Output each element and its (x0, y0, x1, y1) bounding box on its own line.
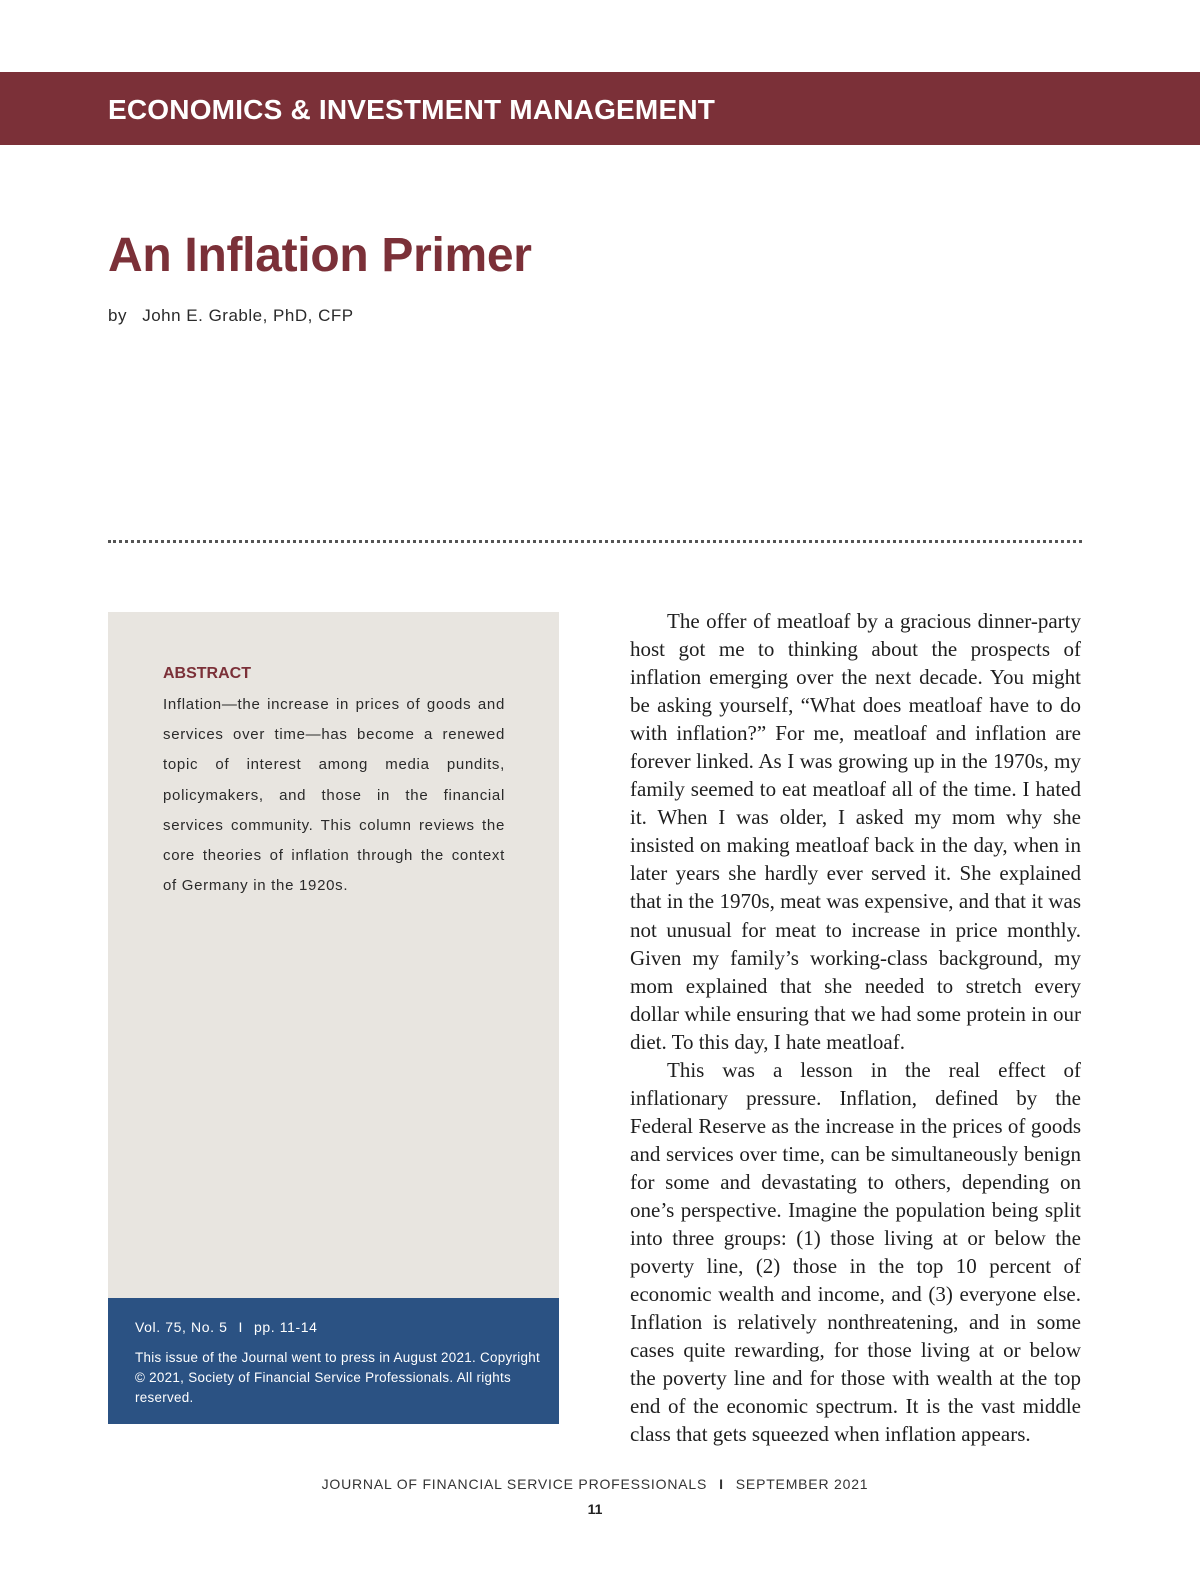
volume-label: Vol. 75, No. 5 (135, 1319, 228, 1335)
body-paragraph-2: This was a lesson in the real effect of inflationary pressure. Inflation, defined by the Federal Reserve as the increase in the prices of goods and services over time, can be simultaneously benign for some and devastating to others, depending on one’s perspective. Imagine the population being split into three groups: (1) those living at or below the poverty line, (2) those in the top 10 percent of economic wealth and income, and (3) everyone else. Inflation is relatively nonthreatening, and in some cases quite rewarding, for those living at or below the poverty line and for those with wealth at the top end of the economic spectrum. It is the vast middle class that gets squeezed when inflation appears. (630, 1057, 1081, 1447)
press-note: This issue of the Journal went to press in August 2021. Copyright © 2021, Society of Financial Service Professionals. All rights reserved. (135, 1350, 541, 1405)
issue-separator: I (238, 1319, 243, 1335)
issue-date: SEPTEMBER 2021 (735, 1476, 869, 1492)
abstract-text: Inflation—the increase in prices of goods and services over time—has become a renewed topic of interest among media pundits, policymakers, and those in the financial services community. This column reviews the core theories of inflation through the context of Germany in the 1920s. (163, 696, 505, 895)
abstract-heading: ABSTRACT (163, 665, 251, 682)
body-paragraph-1: The offer of meatloaf by a gracious dinner-party host got me to thinking about the prospects of inflation emerging over the next decade. You might be asking yourself, “What does meatloaf have to do with inflation?” For me, meatloaf and inflation are forever linked. As I was growing up in the 1970s, my family seemed to eat meatloaf all of the time. I hated it. When I was older, I asked my mom why she insisted on making meatloaf back in the day, when in later years she hardly ever served it. She explained that in the 1970s, meat was expensive, and that it was not unusual for meat to increase in price monthly. Given my family’s working-class background, my mom explained that she needed to stretch every dollar while ensuring that we had some protein in our diet. To this day, I hate meatloaf. (630, 609, 1081, 1054)
article-body (630, 607, 1081, 1448)
page-range: pp. 11-14 (253, 1319, 318, 1335)
page-footer (0, 1474, 1190, 1494)
byline (108, 305, 354, 327)
page-number: 11 (587, 1501, 603, 1517)
section-title: ECONOMICS & INVESTMENT MANAGEMENT (108, 94, 716, 125)
journal-name: JOURNAL OF FINANCIAL SERVICE PROFESSIONALS (321, 1476, 708, 1492)
footer-separator: I (719, 1476, 724, 1492)
dotted-divider (108, 540, 1082, 543)
author-name: John E. Grable, PhD, CFP (142, 306, 354, 325)
byline-prefix: by (108, 306, 127, 325)
article-title: An Inflation Primer (108, 229, 532, 282)
issue-line (135, 1317, 318, 1337)
